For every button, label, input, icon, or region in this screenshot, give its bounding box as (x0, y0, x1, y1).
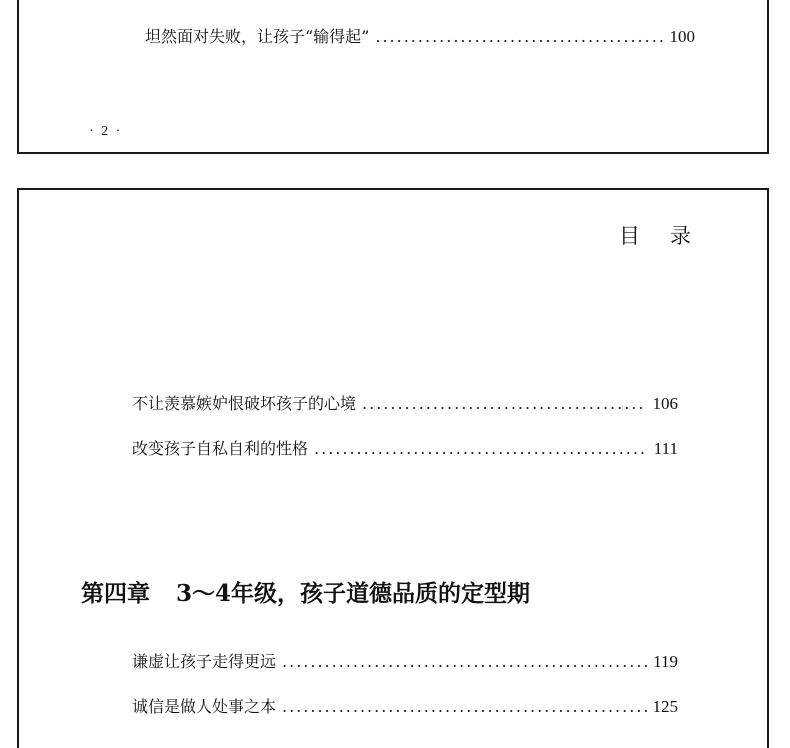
toc-entry-title: 诚信是做人处事之本 (132, 697, 277, 716)
toc-entry[interactable] (132, 394, 678, 414)
toc-entry-page: 111 (653, 439, 678, 458)
book-page-top (17, 0, 769, 154)
dot-leader (282, 652, 647, 672)
running-header: 目录 (619, 224, 721, 248)
book-page-bottom (17, 188, 769, 748)
toc-entry[interactable] (132, 652, 678, 672)
chapter-heading (81, 575, 530, 608)
dot-leader (362, 394, 646, 414)
page-number: · 2 · (89, 124, 123, 139)
toc-entry-title: 不让羡慕嫉妒恨破坏孩子的心境 (132, 394, 357, 413)
toc-entry-page: 106 (652, 394, 678, 413)
dot-leader (282, 697, 646, 717)
toc-entry[interactable] (145, 27, 695, 47)
dot-leader (375, 27, 663, 47)
toc-entry-title: 谦虚让孩子走得更远 (132, 652, 277, 671)
toc-entry-title: 改变孩子自私自利的性格 (132, 439, 309, 458)
toc-entry-title: 坦然面对失败，让孩子“输得起” (145, 27, 370, 46)
toc-entry-page: 119 (653, 652, 678, 671)
dot-leader (314, 439, 648, 459)
toc-entry-page: 125 (652, 697, 678, 716)
toc-entry-page: 100 (669, 27, 695, 46)
chapter-title: 3～4年级，孩子道德品质的定型期 (176, 580, 531, 607)
toc-entry[interactable] (132, 697, 678, 717)
chapter-number: 第四章 (81, 580, 150, 607)
toc-entry[interactable] (132, 439, 678, 459)
